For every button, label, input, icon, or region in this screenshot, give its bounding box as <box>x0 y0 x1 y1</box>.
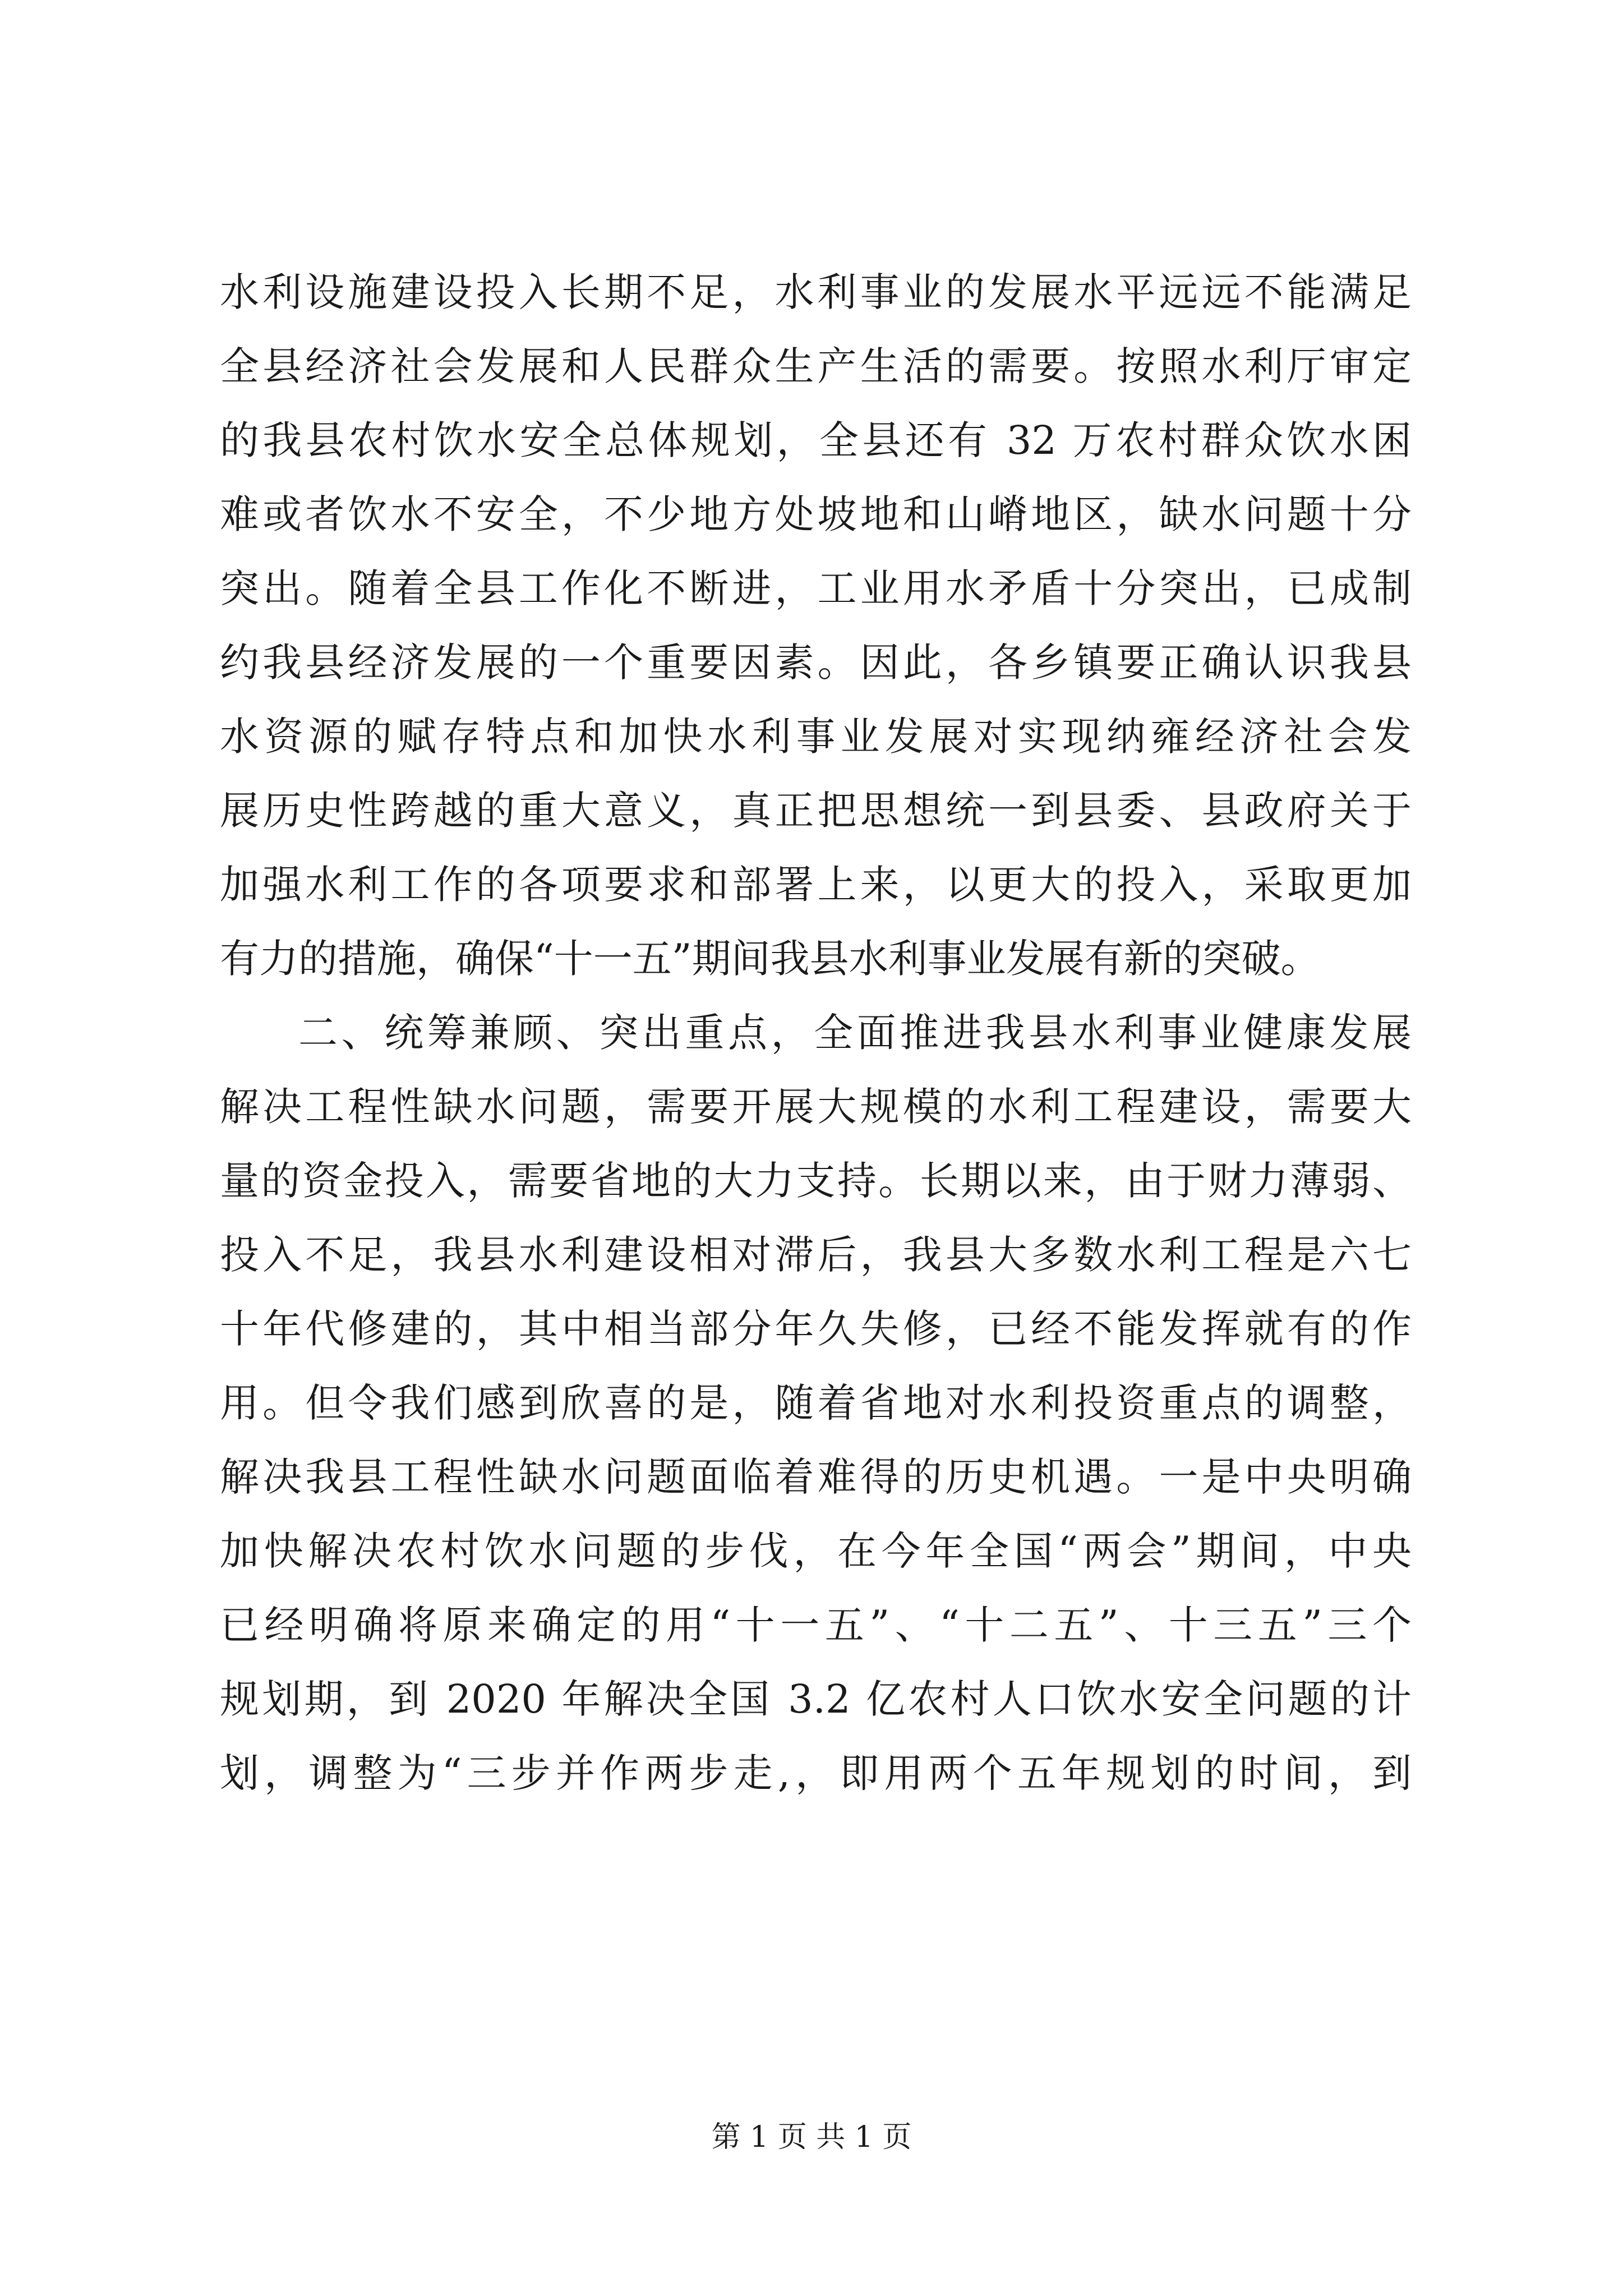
text-line: 展历史性跨越的重大意义，真正把思想统一到县委、县政府关于 <box>220 788 1412 834</box>
text-line: 量的资金投入，需要省地的大力支持。长期以来，由于财力薄弱、 <box>220 1158 1412 1204</box>
text-line: 加快解决农村饮水问题的步伐，在今年全国“两会”期间，中央 <box>220 1528 1412 1574</box>
text-line: 用。但令我们感到欣喜的是，随着省地对水利投资重点的调整， <box>220 1380 1412 1426</box>
text-line: 投入不足，我县水利建设相对滞后，我县大多数水利工程是六七 <box>220 1232 1412 1278</box>
text-line: 约我县经济发展的一个重要因素。因此，各乡镇要正确认识我县 <box>220 639 1412 685</box>
text-line: 加强水利工作的各项要求和部署上来，以更大的投入，采取更加 <box>220 862 1412 908</box>
text-line: 水资源的赋存特点和加快水利事业发展对实现纳雍经济社会发 <box>220 714 1412 760</box>
text-line: 全县经济社会发展和人民群众生产生活的需要。按照水利厅审定 <box>220 343 1412 389</box>
text-line: 已经明确将原来确定的用“十一五”、“十二五”、十三五”三个 <box>220 1602 1412 1648</box>
document-body <box>220 255 1412 1810</box>
page-footer: 第 1 页 共 1 页 <box>711 2120 912 2154</box>
text-line: 规划期，到 2020 年解决全国 3.2 亿农村人口饮水安全问题的计 <box>220 1676 1412 1722</box>
text-line: 解决我县工程性缺水问题面临着难得的历史机遇。一是中央明确 <box>220 1454 1412 1500</box>
section-heading: 二、统筹兼顾、突出重点，全面推进我县水利事业健康发展 <box>298 1010 1412 1056</box>
text-line: 解决工程性缺水问题，需要开展大规模的水利工程建设，需要大 <box>220 1084 1412 1130</box>
text-line: 划，调整为“三步并作两步走,，即用两个五年规划的时间，到 <box>220 1750 1412 1796</box>
text-line: 难或者饮水不安全，不少地方处坡地和山嵴地区，缺水问题十分 <box>220 491 1412 537</box>
text-line: 十年代修建的，其中相当部分年久失修，已经不能发挥就有的作 <box>220 1306 1412 1352</box>
text-line: 的我县农村饮水安全总体规划，全县还有 32 万农村群众饮水困 <box>220 417 1412 463</box>
text-line: 突出。随着全县工作化不断进，工业用水矛盾十分突出，已成制 <box>220 565 1412 611</box>
text-line: 水利设施建设投入长期不足，水利事业的发展水平远远不能满足 <box>220 269 1412 315</box>
text-line: 有力的措施，确保“十一五”期间我县水利事业发展有新的突破。 <box>220 936 1320 982</box>
